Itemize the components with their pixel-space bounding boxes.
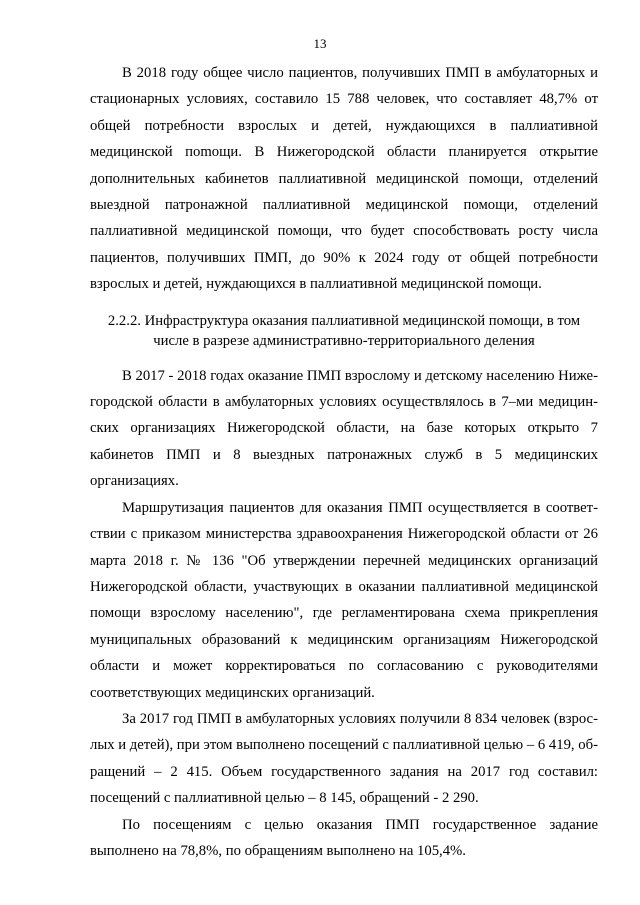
page-number: 13 [313,36,327,51]
paragraph-patients-2018: В 2018 году общее число пациентов, получивших ПМП в амбулаторных и стационарных условиях, составило 15 788 человек, что составляет 48,7% от общей потребности взрослых и детей, нуждающихся в паллиативной медицинской поmощи. В Нижегородской области планируется открытие дополнительных кабинетов паллиативной медицинской помощи, отделений выездной патронажной паллиативной медицинской помощи, отделений паллиативной медицинской помощи, что будет способствовать росту числа пациентов, получивших ПМП, до 90% к 2024 году от общей потребности взрослых и детей, нуждающихся в паллиативной медицинской помощи. [90,65,598,293]
paragraph-patient-routing: Маршрутизация пациентов для оказания ПМП осуществляется в соответствии с приказом министерства здравоохранения Нижегородской области от 26 марта 2018 г. № 136 "Об утверждении перечней медицинских организаций Нижегородской области, участвующих в оказании паллиативной медицинской помощи взрослому населению", где регламентирована схема прикрепления муниципальных образований к медицинским организациям Нижегородской области и может корректироваться по согласованию с руководителями соответствующих медицинских организаций. [90,499,598,701]
paragraph-state-assignment: По посещениям с целью оказания ПМП государственное задание выполнено на 78,8%, по обращениям выполнено на 105,4%. [90,816,598,859]
section-heading [90,298,598,363]
page-body [90,60,598,864]
paragraph-infrastructure-2017-2018: В 2017 - 2018 годах оказание ПМП взрослому и детскому населению Нижегородской области в амбулаторных условиях осуществлялось в 7–ми медицинских организациях Нижегородской области, на базе которых открыто 7 кабинетов ПМП и 8 выездных патронажных служб в 5 медицинских организациях. [90,367,598,490]
section-heading-line-1: 2.2.2. Инфраструктура оказания паллиативной медицинской помощи, в том [107,312,581,329]
section-heading-line-2: числе в разрезе административно-территориального деления [153,332,535,349]
paragraph-outpatient-2017: За 2017 год ПМП в амбулаторных условиях получили 8 834 человек (взрослых и детей), при этом выполнено посещений с паллиативной целью – 6 419, обращений – 2 415. Объем государственного задания на 2017 год составил: посещений с паллиативной целью – 8 145, обращений - 2 290. [90,710,598,807]
